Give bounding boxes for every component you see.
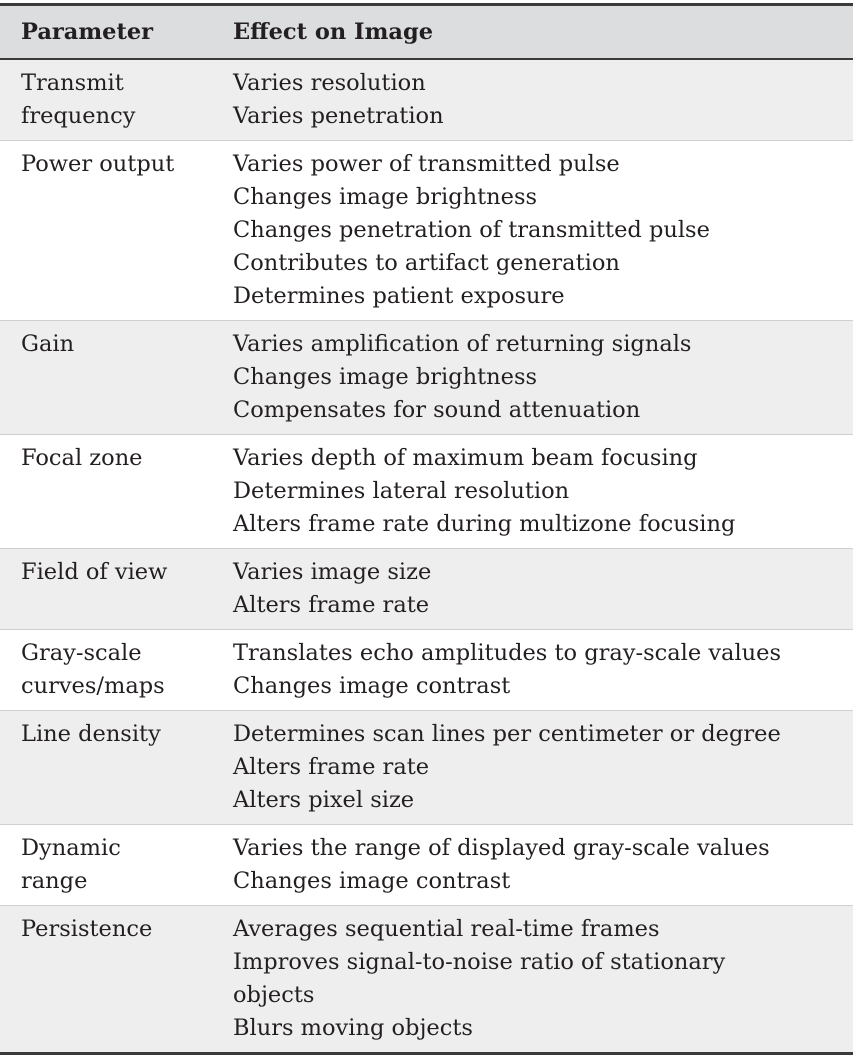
parameter-cell	[0, 906, 233, 1054]
effect-text: Varies image size	[233, 559, 432, 585]
effect-text: Varies power of transmitted pulse	[233, 151, 620, 177]
header-effect: Effect on Image	[233, 5, 853, 60]
parameter-cell	[0, 630, 233, 711]
parameter-cell	[0, 321, 233, 435]
table-row	[0, 906, 853, 1054]
effect-cell	[233, 549, 853, 630]
table-row	[0, 59, 853, 141]
parameter-text: Persistence	[21, 916, 153, 942]
parameter-text: range	[21, 868, 88, 894]
parameter-effects-table	[0, 3, 853, 1055]
parameter-cell	[0, 711, 233, 825]
parameter-text: frequency	[21, 103, 136, 129]
table-row	[0, 321, 853, 435]
parameter-text: Line density	[21, 721, 161, 747]
effect-text: Varies amplification of returning signals	[233, 331, 692, 357]
effect-cell	[233, 59, 853, 141]
parameter-text: Gray-scale	[21, 640, 142, 666]
effect-text: Alters frame rate during multizone focusing	[233, 511, 736, 537]
table-row	[0, 435, 853, 549]
effect-text: Determines patient exposure	[233, 283, 565, 309]
effect-text: Blurs moving objects	[233, 1015, 473, 1041]
effect-text: Improves signal-to-noise ratio of stationary	[233, 949, 726, 975]
effect-text: Determines scan lines per centimeter or degree	[233, 721, 781, 747]
effect-text: Varies the range of displayed gray-scale values	[233, 835, 770, 861]
effect-text: Alters pixel size	[233, 787, 415, 813]
effect-text: Changes image contrast	[233, 868, 511, 894]
parameter-cell	[0, 435, 233, 549]
parameter-text: Dynamic	[21, 835, 121, 861]
parameter-cell	[0, 59, 233, 141]
effect-text: Alters frame rate	[233, 754, 430, 780]
header-row	[0, 5, 853, 60]
effect-cell	[233, 825, 853, 906]
parameter-cell	[0, 825, 233, 906]
effect-text: Varies resolution	[233, 70, 426, 96]
table-row	[0, 549, 853, 630]
effect-text: Changes image contrast	[233, 673, 511, 699]
parameter-text: curves/maps	[21, 673, 165, 699]
table-row	[0, 711, 853, 825]
parameter-text: Focal zone	[21, 445, 143, 471]
parameter-text: Field of view	[21, 559, 168, 585]
effect-text: Compensates for sound attenuation	[233, 397, 641, 423]
effect-text: Determines lateral resolution	[233, 478, 570, 504]
parameter-text: Gain	[21, 331, 75, 357]
parameter-cell	[0, 141, 233, 321]
table-body	[0, 59, 853, 1054]
parameter-text: Transmit	[21, 70, 124, 96]
header-parameter: Parameter	[0, 5, 233, 60]
effect-text: Varies depth of maximum beam focusing	[233, 445, 698, 471]
parameter-cell	[0, 549, 233, 630]
effect-text: Translates echo amplitudes to gray-scale values	[233, 640, 782, 666]
effect-cell	[233, 141, 853, 321]
parameter-text: Power output	[21, 151, 175, 177]
effect-text: Changes image brightness	[233, 184, 538, 210]
effect-text: Changes image brightness	[233, 364, 538, 390]
effect-cell	[233, 711, 853, 825]
effect-text: Changes penetration of transmitted pulse	[233, 217, 710, 243]
effect-text: objects	[233, 982, 315, 1008]
table-row	[0, 825, 853, 906]
effect-text: Varies penetration	[233, 103, 444, 129]
effect-text: Averages sequential real-time frames	[233, 916, 660, 942]
effect-cell	[233, 906, 853, 1054]
table-row	[0, 141, 853, 321]
table-row	[0, 630, 853, 711]
effect-cell	[233, 321, 853, 435]
effect-text: Contributes to artifact generation	[233, 250, 620, 276]
effect-cell	[233, 435, 853, 549]
effect-cell	[233, 630, 853, 711]
effect-text: Alters frame rate	[233, 592, 430, 618]
